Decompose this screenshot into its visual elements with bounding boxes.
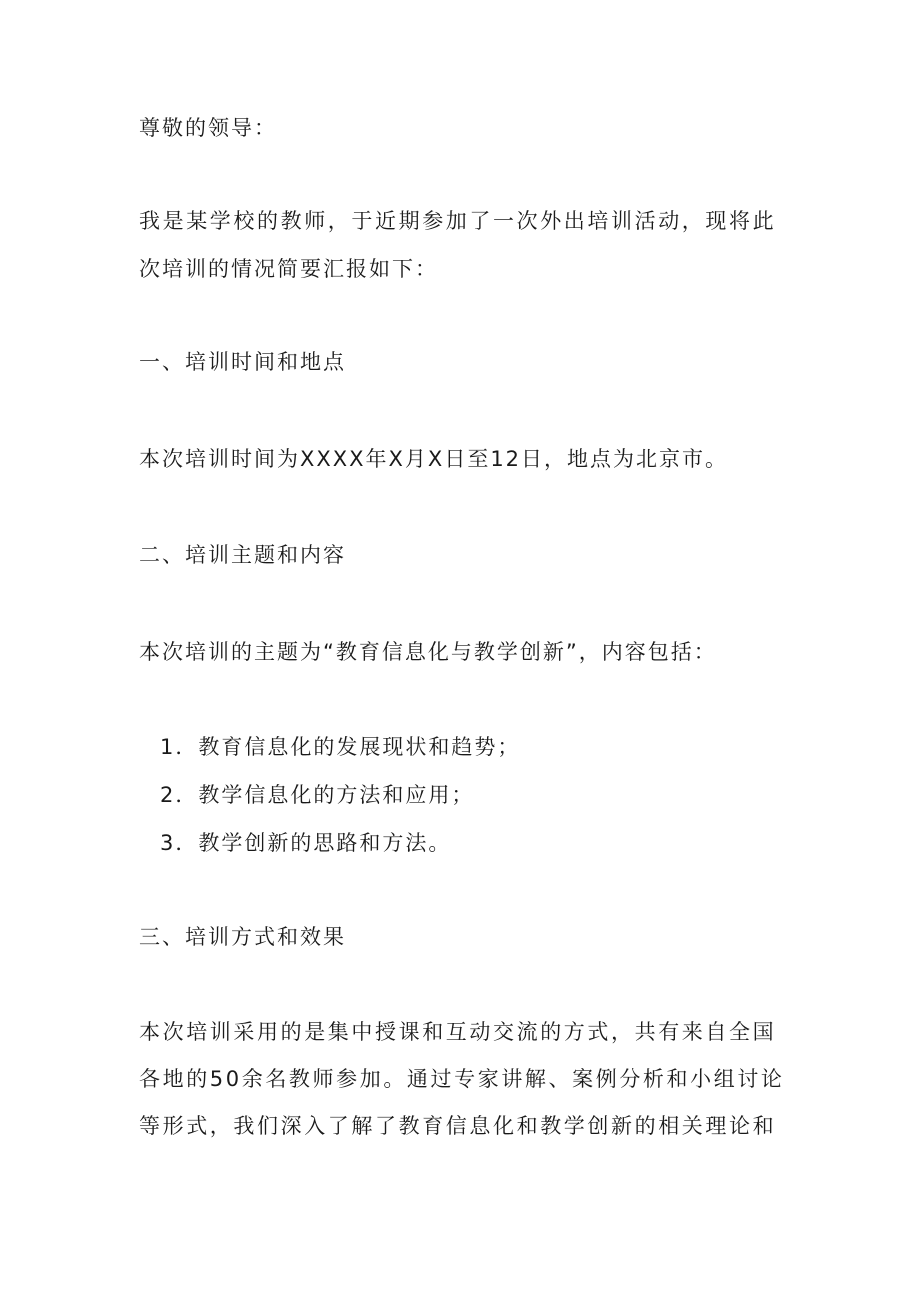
salutation: 尊敬的领导： [139, 116, 277, 140]
section-3-body-line-3: 等形式，我们深入了解了教育信息化和教学创新的相关理论和 [139, 1114, 777, 1138]
section-1-heading: 一、培训时间和地点 [139, 350, 346, 374]
list-item: 2．教学信息化的方法和应用； [160, 783, 475, 807]
section-1-body: 本次培训时间为XXXX年X月X日至12日，地点为北京市。 [139, 447, 729, 471]
intro-line-2: 次培训的情况简要汇报如下： [139, 257, 438, 281]
section-3-body-line-2: 各地的50余名教师参加。通过专家讲解、案例分析和小组讨论 [139, 1067, 785, 1091]
list-item: 3．教学创新的思路和方法。 [160, 831, 452, 855]
section-3-heading: 三、培训方式和效果 [139, 925, 346, 949]
list-item: 1．教育信息化的发展现状和趋势； [160, 735, 521, 759]
section-2-heading: 二、培训主题和内容 [139, 543, 346, 567]
section-2-body: 本次培训的主题为“教育信息化与教学创新”，内容包括： [139, 640, 717, 664]
intro-line-1: 我是某学校的教师，于近期参加了一次外出培训活动，现将此 [139, 209, 777, 233]
section-3-body-line-1: 本次培训采用的是集中授课和互动交流的方式，共有来自全国 [139, 1020, 777, 1044]
